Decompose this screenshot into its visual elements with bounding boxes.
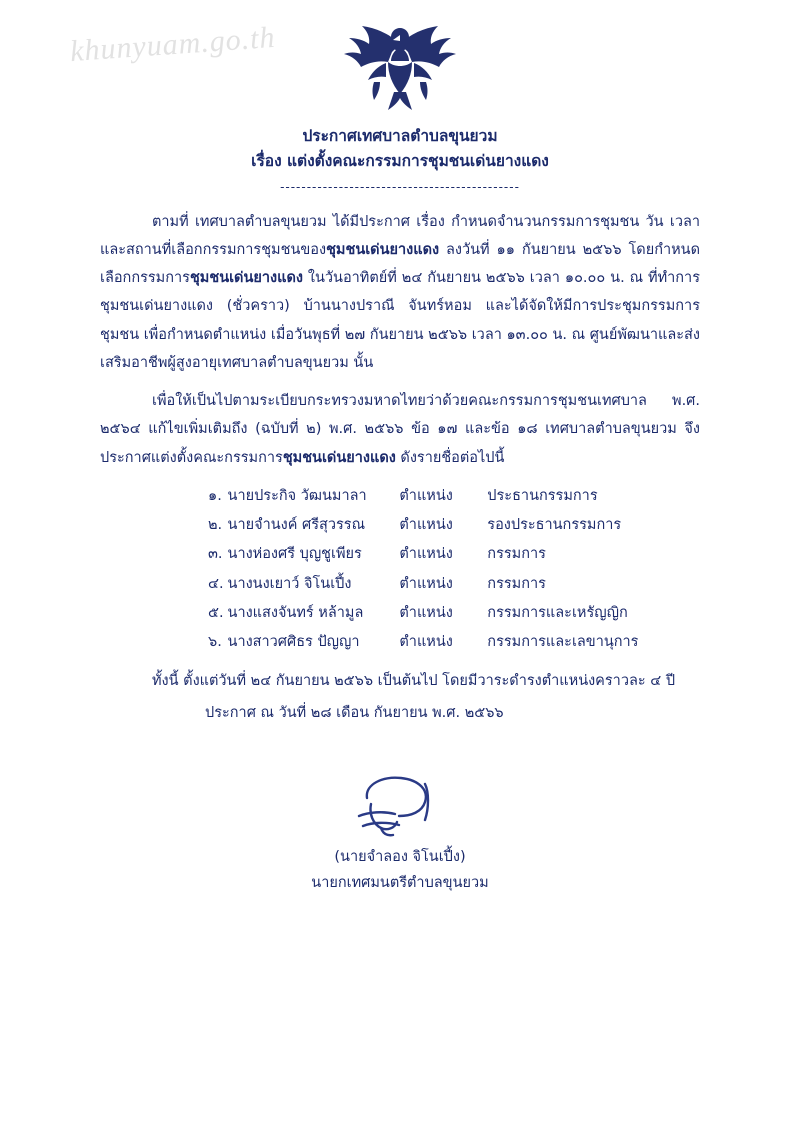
paragraph-2-bold-1: ชุมชนเด่นยางแดง: [282, 449, 396, 466]
member-position: ประธานกรรมการ: [487, 487, 598, 504]
committee-table-body: [208, 482, 700, 657]
announcement-date: ประกาศ ณ วันที่ ๒๘ เดือน กันยายน พ.ศ. ๒๕๖๖: [205, 705, 504, 722]
committee-table: [208, 482, 700, 657]
member-position: กรรมการ: [487, 546, 546, 563]
member-name: นางสาวศศิธร ปัญญา: [227, 633, 360, 650]
paragraph-2-part-1: เพื่อให้เป็นไปตามระเบียบกระทรวงมหาดไทยว่าด้วยคณะกรรมการชุมชนเทศบาล พ.ศ. ๒๕๖๔ แก้ไขเพิ่มเติมถึง (ฉบับที่ ๒) พ.ศ. ๒๕๖๖ ข้อ ๑๗ และข้อ ๑๘ เทศบาลตำบลขุนยวม จึงประกาศแต่งตั้งคณะกรรมการ: [100, 393, 700, 466]
garuda-emblem: [100, 22, 700, 114]
position-label: ตำแหน่ง: [399, 546, 453, 563]
signer-role: นายกเทศมนตรีตำบลขุนยวม: [311, 875, 489, 892]
paragraph-1-part-2: ลงวันที่ ๑๑ กันยายน ๒๕๖๖ โดยกำหนดเลือกกรรมการ: [100, 241, 700, 287]
table-row: [208, 511, 700, 540]
table-row: [208, 540, 700, 569]
paragraph-1-bold-2: ชุมชนเด่นยางแดง: [189, 270, 303, 287]
member-number: ๖.: [208, 633, 222, 650]
position-label: ตำแหน่ง: [399, 575, 453, 592]
paragraph-1: [100, 208, 700, 378]
document-content: [0, 22, 800, 897]
member-name: นางแสงจันทร์ หล้ามูล: [227, 604, 364, 621]
position-label: ตำแหน่ง: [399, 604, 453, 621]
paragraph-2-part-2: ดังรายชื่อต่อไปนี้: [395, 449, 505, 466]
member-position: กรรมการ: [487, 575, 546, 592]
member-number: ๔.: [208, 575, 224, 592]
closing-text: ทั้งนี้ ตั้งแต่วันที่ ๒๔ กันยายน ๒๕๖๖ เป็นต้นไป โดยมีวาระดำรงตำแหน่งคราวละ ๔ ปี: [152, 673, 676, 690]
member-number: ๕.: [208, 604, 224, 621]
member-number: ๓.: [208, 546, 223, 563]
member-name: นางนงเยาว์ จิโนเปี้ง: [227, 575, 352, 592]
title-divider: ---------------------------------------------: [280, 179, 520, 194]
watermark-text: khunyuam.go.th: [69, 20, 277, 69]
title-block: [100, 124, 700, 174]
signer-name: (นายจำลอง จิโนเปี้ง): [334, 849, 466, 866]
document-subject: เรื่อง แต่งตั้งคณะกรรมการชุมชนเด่นยางแดง: [251, 151, 549, 170]
position-label: ตำแหน่ง: [399, 633, 453, 650]
closing-paragraph: [100, 667, 700, 695]
table-row: [208, 570, 700, 599]
member-position: กรรมการและเลขานุการ: [487, 633, 639, 650]
member-number: ๒.: [208, 517, 223, 534]
member-position: กรรมการและเหรัญญิก: [487, 604, 628, 621]
paragraph-1-part-1: ตามที่ เทศบาลตำบลขุนยวม ได้มีประกาศ เรื่อง กำหนดจำนวนกรรมการชุมชน วัน เวลา และสถานที่เลือกกรรมการชุมชนของ: [100, 213, 700, 258]
signature-block: [100, 770, 700, 896]
position-label: ตำแหน่ง: [399, 517, 453, 534]
table-row: [208, 628, 700, 657]
table-row: [208, 482, 700, 511]
member-name: นางห่องศรี บุญชูเพียร: [227, 546, 362, 563]
member-position: รองประธานกรรมการ: [487, 517, 622, 534]
paragraph-2: [100, 387, 700, 472]
paragraph-1-bold-1: ชุมชนเด่นยางแดง: [326, 241, 440, 258]
member-name: นายจำนงค์ ศรีสุวรรณ: [227, 517, 366, 534]
signature-mark: [100, 770, 700, 844]
table-row: [208, 599, 700, 628]
member-name: นายประกิจ วัฒนมาลา: [227, 487, 367, 504]
document-title: ประกาศเทศบาลตำบลขุนยวม: [302, 127, 498, 145]
paragraph-1-part-3: ในวันอาทิตย์ที่ ๒๔ กันยายน ๒๕๖๖ เวลา ๑๐.๐๐ น. ณ ที่ทำการชุมชนเด่นยางแดง (ชั่วคราว) บ้านนางปราณี จันทร์หอม และได้จัดให้มีการประชุมกรรมการชุมชน เพื่อกำหนดตำแหน่ง เมื่อวันพุธที่ ๒๗ กันยายน ๒๕๖๖ เวลา ๑๓.๐๐ น. ณ ศูนย์พัฒนาและส่งเสริมอาชีพผู้สูงอายุเทศบาลตำบลขุนยวม นั้น: [100, 270, 700, 371]
member-number: ๑.: [208, 487, 222, 504]
position-label: ตำแหน่ง: [399, 487, 453, 504]
